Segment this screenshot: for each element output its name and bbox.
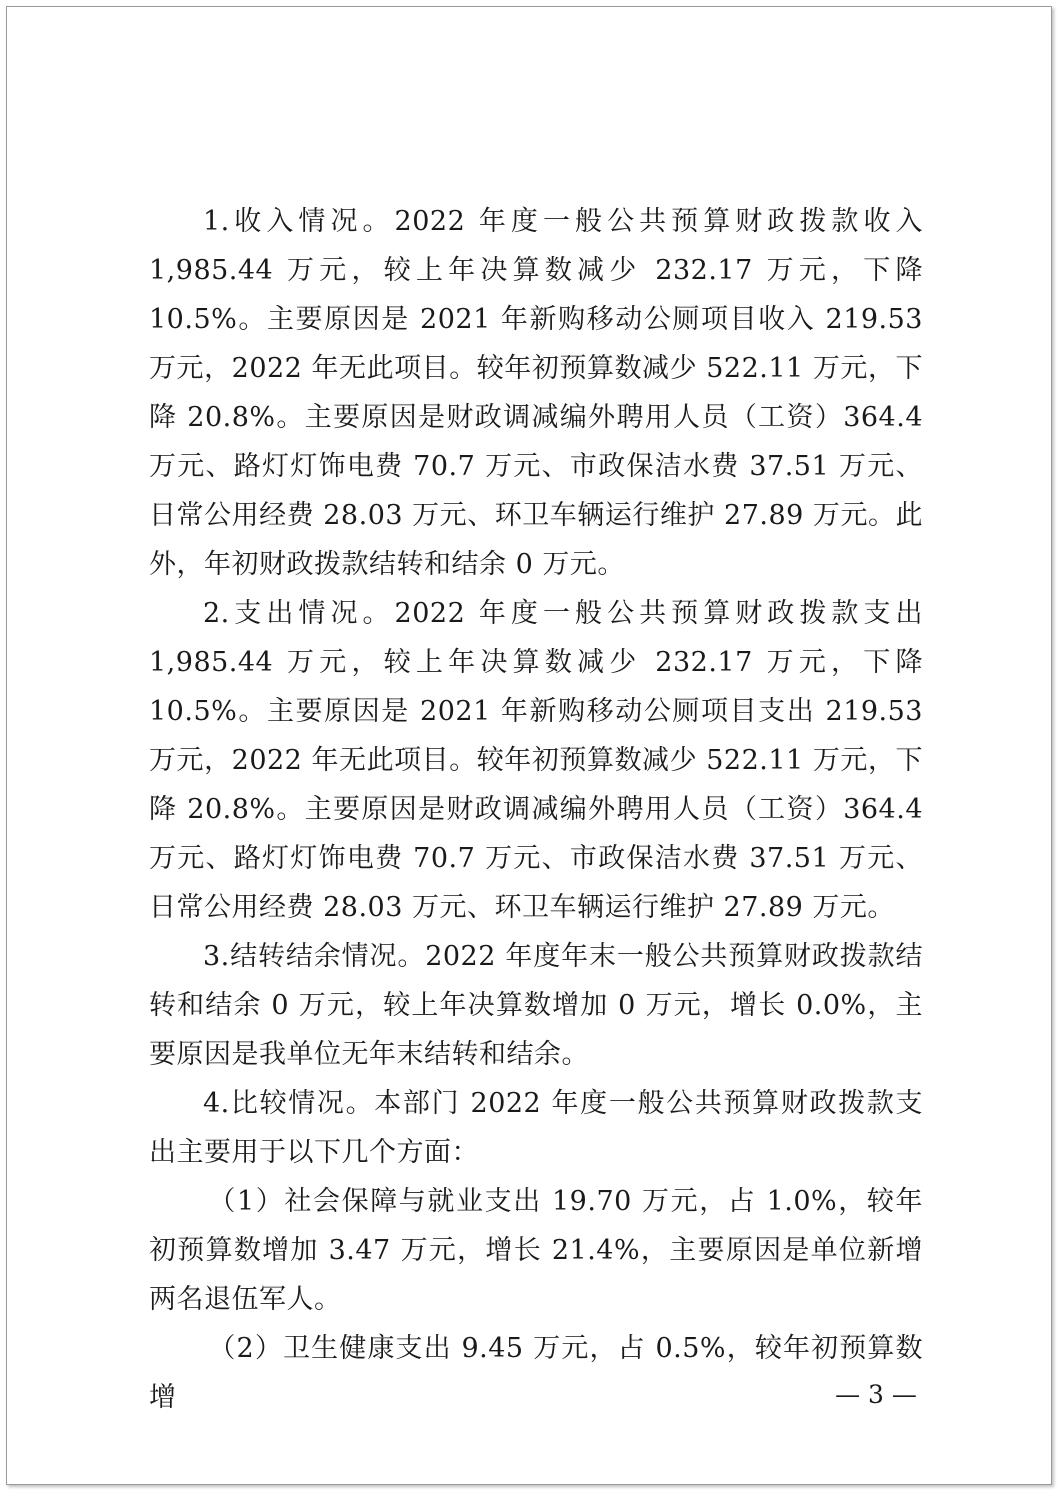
document-body — [149, 197, 923, 1422]
paragraph-social-security: （1）社会保障与就业支出 19.70 万元，占 1.0%，较年初预算数增加 3.47 万元，增长 21.4%，主要原因是单位新增两名退伍军人。 — [149, 1186, 923, 1315]
paragraph-carryover: 3.结转结余情况。2022 年度年末一般公共预算财政拨款结转和结余 0 万元，较上年决算数增加 0 万元，增长 0.0%，主要原因是我单位无年末结转和结余。 — [149, 941, 923, 1070]
page-number: — 3 — — [835, 1380, 917, 1409]
paragraph-comparison: 4.比较情况。本部门 2022 年度一般公共预算财政拨款支出主要用于以下几个方面： — [149, 1088, 923, 1168]
paragraph-income: 1.收入情况。2022 年度一般公共预算财政拨款收入 1,985.44 万元，较上年决算数减少 232.17 万元，下降 10.5%。主要原因是 2021 年新购移动公厕项目收入 219.53 万元，2022 年无此项目。较年初预算数减少 522.11 万元，下降 20.8%。主要原因是财政调减编外聘用人员（工资）364.4 万元、路灯灯饰电费 70.7 万元、市政保洁水费 37.51 万元、日常公用经费 28.03 万元、环卫车辆运行维护 27.89 万元。此外，年初财政拨款结转和结余 0 万元。 — [149, 206, 923, 580]
paragraph-health: （2）卫生健康支出 9.45 万元，占 0.5%，较年初预算数增 — [149, 1333, 923, 1413]
page-frame — [6, 6, 1052, 1485]
paragraph-expenditure: 2.支出情况。2022 年度一般公共预算财政拨款支出 1,985.44 万元，较上年决算数减少 232.17 万元，下降 10.5%。主要原因是 2021 年新购移动公厕项目支出 219.53 万元，2022 年无此项目。较年初预算数减少 522.11 万元，下降 20.8%。主要原因是财政调减编外聘用人员（工资）364.4 万元、路灯灯饰电费 70.7 万元、市政保洁水费 37.51 万元、日常公用经费 28.03 万元、环卫车辆运行维护 27.89 万元。 — [149, 598, 923, 923]
